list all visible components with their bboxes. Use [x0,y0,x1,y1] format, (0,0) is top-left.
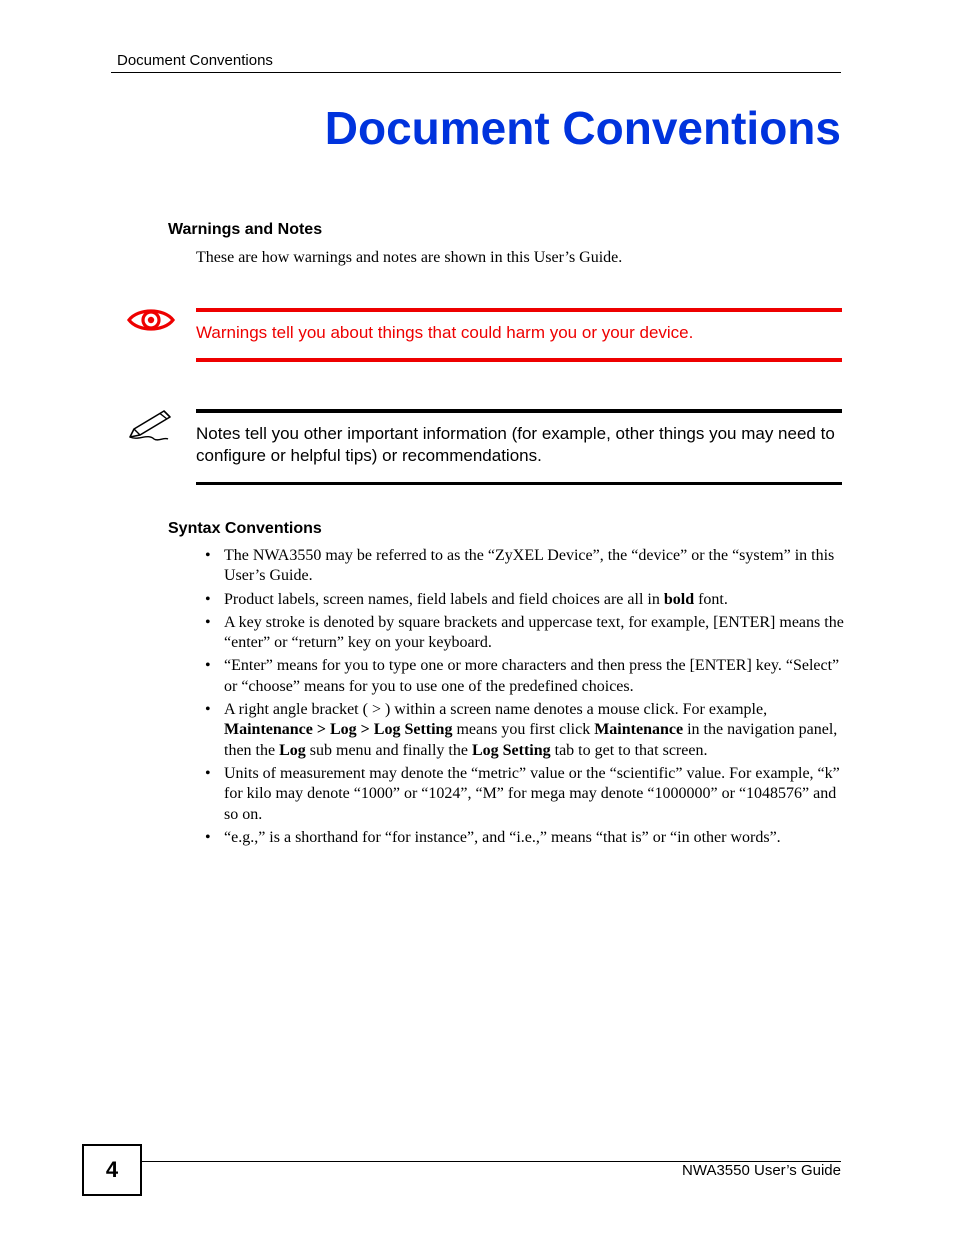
note-box [196,409,842,485]
list-item-text: “Enter” means for you to type one or more characters and then press the [ENTER] key. “Select” or “choose” means for you to use one of the predefined choices. [224,657,840,695]
bold-term: Log [279,741,306,759]
list-item [204,613,844,654]
syntax-conventions-list [204,546,844,851]
eye-icon [126,305,176,335]
list-item-text: “e.g.,” is a shorthand for “for instance”, and “i.e.,” means “that is” or “in other words”. [224,828,781,846]
warning-box [196,308,842,362]
list-item-text: A key stroke is denoted by square brackets and uppercase text, for example, [ENTER] means the “enter” or “return” key on your keyboard. [224,613,844,652]
warning-text: Warnings tell you about things that could harm you or your device. [196,323,694,342]
bold-term: Log Setting [471,741,551,759]
list-item-text: Product labels, screen names, field labels and field choices are all in [224,590,664,608]
running-header: Document Conventions [117,52,273,69]
bullet-marker: • [205,764,211,782]
page-title: Document Conventions [324,102,841,154]
list-item-text: means you first click [452,721,595,739]
warnings-intro: These are how warnings and notes are shown in this User’s Guide. [196,249,623,266]
bold-term: Maintenance [594,721,684,739]
header-rule [111,72,841,73]
list-item [204,828,844,848]
list-item-text: in the navigation panel, then the [224,721,838,759]
list-item [204,546,844,587]
list-item-text: font. [694,590,728,608]
pencil-icon [124,407,174,443]
syntax-heading: Syntax Conventions [168,520,322,537]
bullet-marker: • [205,701,211,719]
list-item [204,764,844,825]
bold-term: Maintenance > Log > Log Setting [224,721,453,739]
page-number: 4 [82,1144,142,1196]
bullet-marker: • [205,657,211,675]
list-item-text: Units of measurement may denote the “metric” value or the “scientific” value. For example, “k” for kilo may denote “1000” or “1024”, “M” for mega may denote “1000000” or “1048576” and so on. [224,764,840,823]
list-item [204,656,844,697]
list-item-text: The NWA3550 may be referred to as the “ZyXEL Device”, the “device” or the “system” in this User’s Guide. [224,547,835,585]
bullet-marker: • [205,590,211,608]
bullet-marker: • [205,613,211,631]
warnings-heading: Warnings and Notes [168,221,323,238]
guide-name: NWA3550 User’s Guide [682,1162,841,1179]
list-item-text: tab to get to that screen. [550,741,708,759]
list-item-text: A right angle bracket ( > ) within a screen name denotes a mouse click. For example, [224,701,768,719]
note-text: Notes tell you other important information (for example, other things you may need to configure or helpful tips) or recommendations. [196,424,835,465]
bullet-marker: • [205,828,211,846]
list-item-text: sub menu and finally the [305,741,472,759]
list-item [204,700,844,761]
list-item [204,590,844,610]
bullet-marker: • [205,547,211,564]
bold-term: bold [663,590,695,608]
